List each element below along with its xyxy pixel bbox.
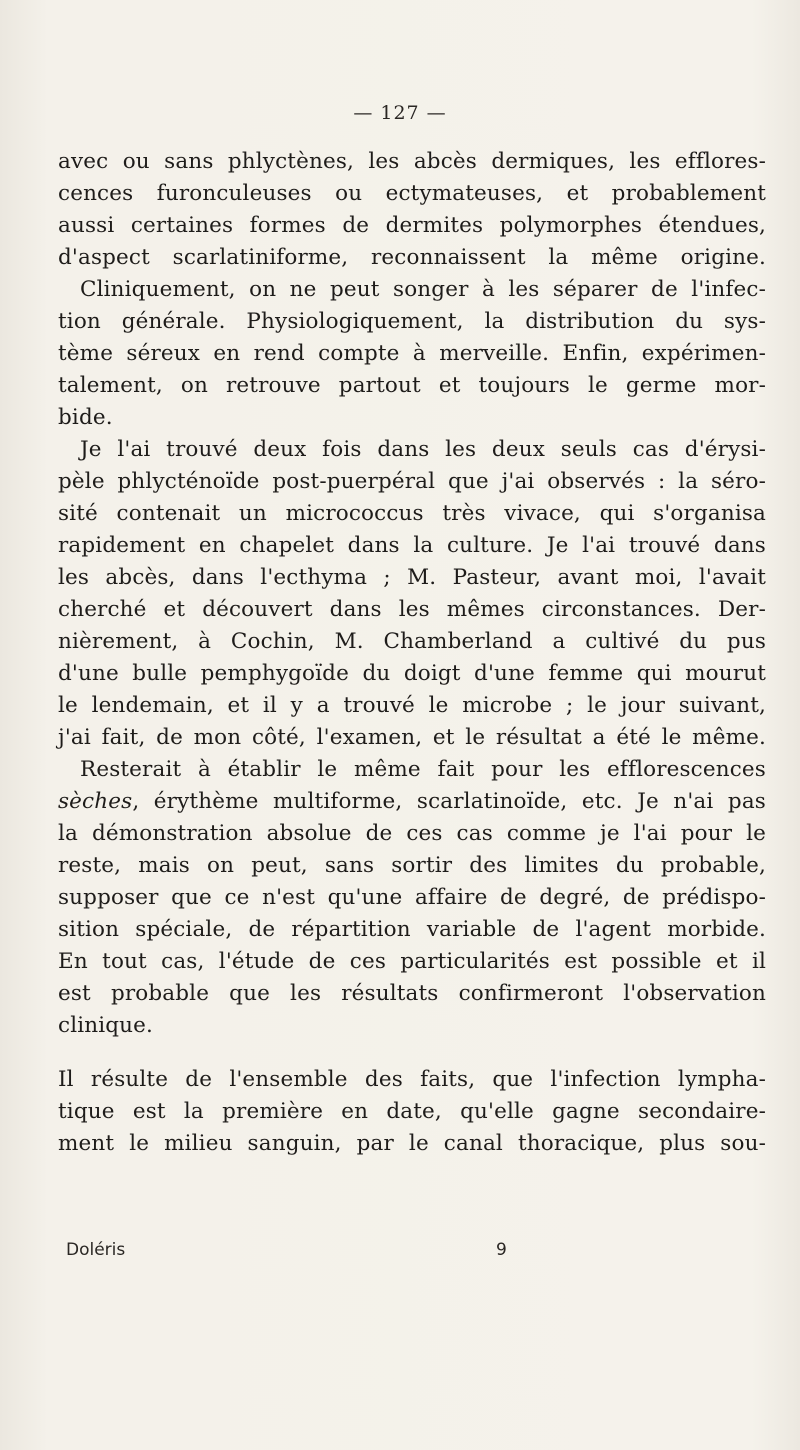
text-line: sèches, érythème multiforme, scarlatinoïde, etc. Je n'ai pas <box>58 789 766 814</box>
text-line: d'une bulle pemphygoïde du doigt d'une femme qui mourut <box>58 661 766 686</box>
signature-mark: 9 <box>496 1240 507 1260</box>
text-line: Il résulte de l'ensemble des faits, que l'infection lympha- <box>58 1067 766 1092</box>
text-line: supposer que ce n'est qu'une affaire de degré, de prédispo- <box>58 885 766 910</box>
text-line: reste, mais on peut, sans sortir des limites du probable, <box>58 853 766 878</box>
text-line: pèle phlycténoïde post-puerpéral que j'ai observés : la séro- <box>58 469 766 494</box>
text-line: bide. <box>58 405 113 430</box>
text-line: le lendemain, et il y a trouvé le microbe ; le jour suivant, <box>58 693 766 718</box>
text-line: la démonstration absolue de ces cas comme je l'ai pour le <box>58 821 766 846</box>
text-line: est probable que les résultats confirmeront l'observation <box>58 981 766 1006</box>
text-line: rapidement en chapelet dans la culture. Je l'ai trouvé dans <box>58 533 766 558</box>
text-line: nièrement, à Cochin, M. Chamberland a cultivé du pus <box>58 629 766 654</box>
text-line: sité contenait un micrococcus très vivace, qui s'organisa <box>58 501 766 526</box>
text-line: tique est la première en date, qu'elle gagne secondaire- <box>58 1099 766 1124</box>
text-line: Resterait à établir le même fait pour les efflorescences <box>80 757 766 782</box>
text-line: avec ou sans phlyctènes, les abcès dermiques, les efflores- <box>58 149 766 174</box>
text-line: En tout cas, l'étude de ces particularités est possible et il <box>58 949 766 974</box>
running-author: Doléris <box>66 1240 126 1260</box>
paragraph-gap <box>58 1042 766 1064</box>
text-line: cences furonculeuses ou ectymateuses, et probablement <box>58 181 766 206</box>
text-line: cherché et découvert dans les mêmes circonstances. Der- <box>58 597 766 622</box>
body-text <box>58 146 766 1160</box>
text-line: Je l'ai trouvé deux fois dans les deux seuls cas d'érysi- <box>80 437 766 462</box>
text-line: d'aspect scarlatiniforme, reconnaissent la même origine. <box>58 245 766 270</box>
text-line: tion générale. Physiologiquement, la distribution du sys- <box>58 309 766 334</box>
text-line: talement, on retrouve partout et toujours le germe mor- <box>58 373 766 398</box>
text-line: ment le milieu sanguin, par le canal thoracique, plus sou- <box>58 1131 766 1156</box>
italic-term: sèches <box>58 789 133 814</box>
page-number: — 127 — <box>353 102 447 124</box>
text-line: tème séreux en rend compte à merveille. Enfin, expérimen- <box>58 341 766 366</box>
text-line: aussi certaines formes de dermites polymorphes étendues, <box>58 213 766 238</box>
text-line: Cliniquement, on ne peut songer à les séparer de l'infec- <box>80 277 766 302</box>
text-line: j'ai fait, de mon côté, l'examen, et le résultat a été le même. <box>58 725 766 750</box>
text-line: sition spéciale, de répartition variable de l'agent morbide. <box>58 917 766 942</box>
text-line: clinique. <box>58 1013 154 1038</box>
text-line: les abcès, dans l'ecthyma ; M. Pasteur, avant moi, l'avait <box>58 565 766 590</box>
